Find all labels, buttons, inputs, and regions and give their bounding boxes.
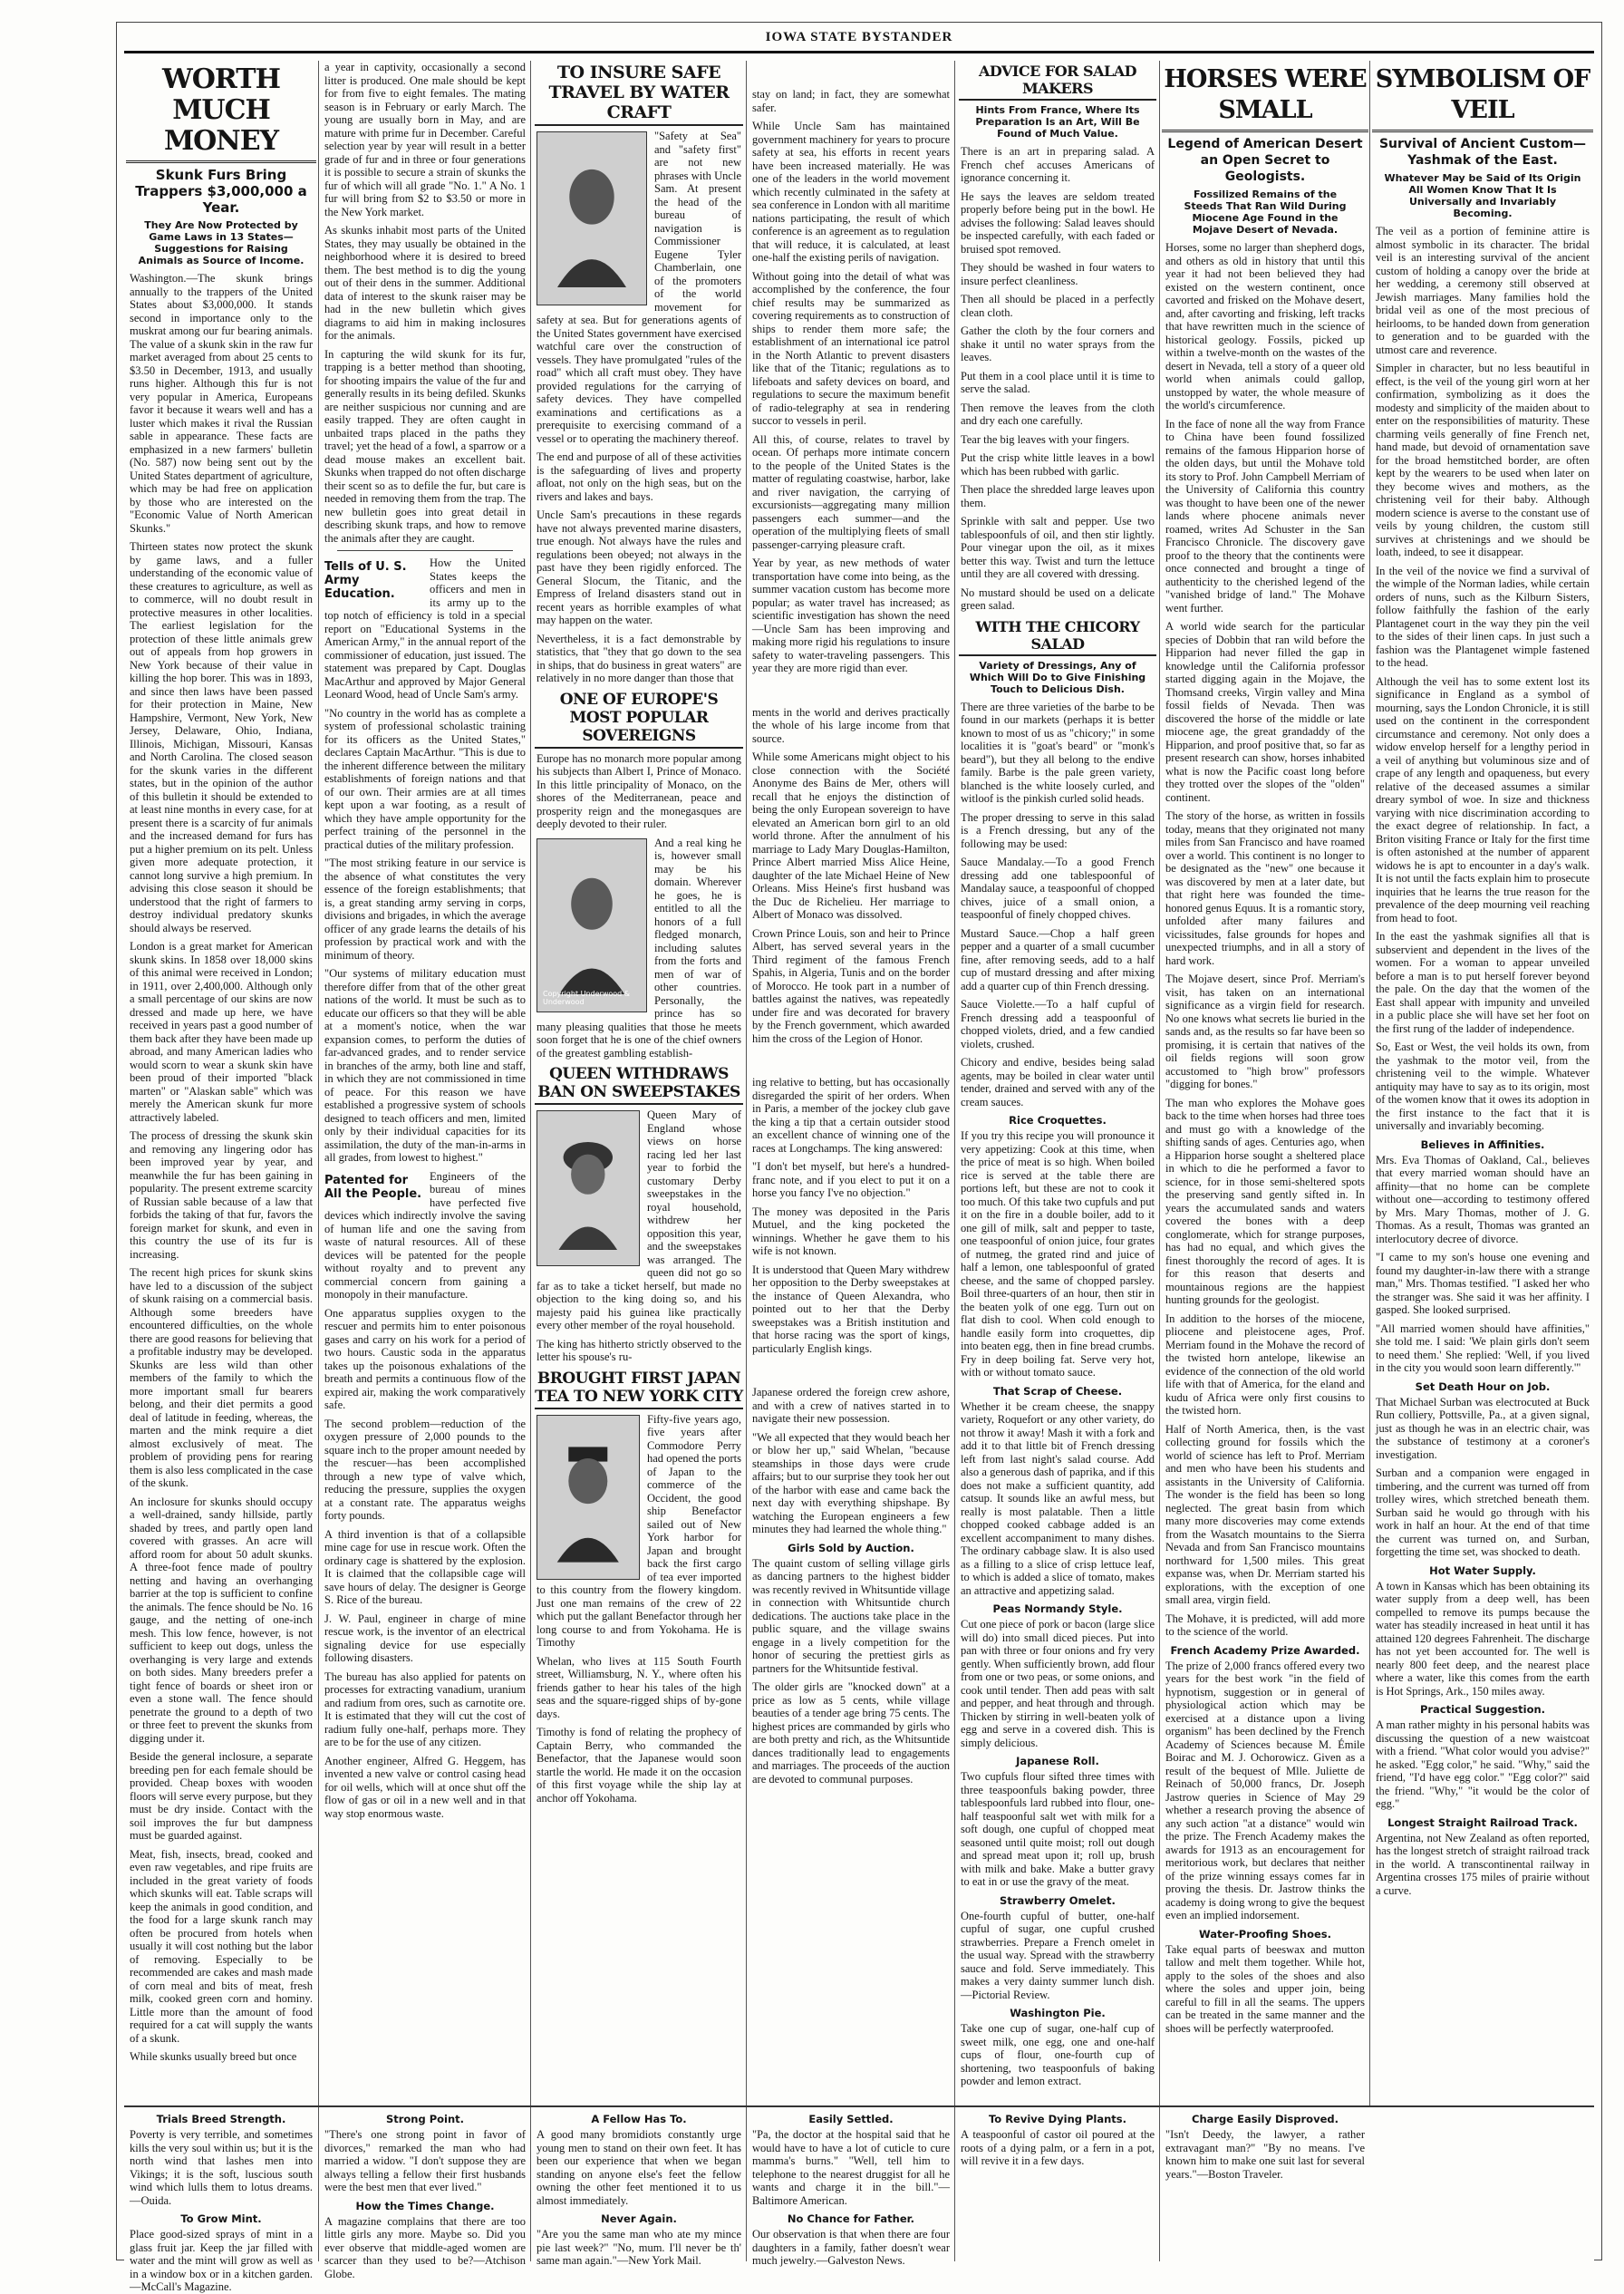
filler-col-3 [530,2107,747,2267]
filler-paragraph: A good many bromidiots constantly urge young men to stand on their own feet. It has been our experience that when we began standing on anyone else's feet the fellow owning the other feet mentioned it to us almost immediately. [536,2128,741,2207]
headline-railroad-track: Longest Straight Railroad Track. [1387,1815,1578,1829]
article-paragraph: "Our systems of military education must therefore differ from that of the other great nations of the world. It must be such as to educate our officers so that they will be able at a moment's notice, when the war expansion comes, to perform the duties of far-advanced grades, and to render service in branches of the army, both line and staff, in which they are not commissioned in time of peace. For this reason we have established a progressive system of schools designed to teach officers and men, limited only by their individual capacities for its assimilation, the duty of the man-in-arms in all grades, from lowest to highest." [324,967,526,1164]
article-paragraph: One apparatus supplies oxygen to the rescuer and permits him to enter poisonous gases and carry on his work for a period of two hours. Caustic soda in the apparatus takes up the poisonous exhalations of the breath and permits a continuous flow of the expired air, making the work comparatively safe. [324,1306,526,1411]
headline-revive-plants: To Revive Dying Plants. [988,2113,1127,2125]
article-paragraph: Beside the general inclosure, a separate breeding pen for each female should be provided. Cheap boxes with wooden floors will serve every purpose, but they must be dry inside. Contact with the soil improves the fur but dampness must be guarded against. [130,1750,313,1842]
deck-horses: Fossilized Remains of the Steeds That Ran Wild During Miocene Age Found in the Mojave Desert of Nevada. [1184,189,1347,236]
article-paragraph: Europe has no monarch more popular among his subjects than Albert I, Prince of Monaco. In this little principality of Monaco, on the shores of the Mediterranean, peace and prosperity reign and the monegasques are deeply devoted to their ruler. [536,751,741,830]
headline-never-again: Never Again. [601,2212,677,2225]
deck-chicory: Variety of Dressings, Any of Which Will Do to Give Finishing Touch to Delicious Dish. [969,659,1146,695]
headline-chicory-salad: WITH THE CHICORY SALAD [959,618,1156,656]
article-paragraph: The second problem—reduction of the oxygen pressure of 2,000 pounds to the square inch to the proper amount needed by the rescuer—has been accomplished through a new type of valve which, reducing the pressure, supplies the oxygen at a constant rate. The apparatus weighs forty pounds. [324,1417,526,1522]
article-paragraph: While Uncle Sam has maintained government machinery for years to procure safety at sea, his efforts in recent years have been increased materially. He was one of the leaders in the world movement which recently culminated in the safety at sea conference in London with all maritime nations participating, the result of which conference is an agreement as to regulation that will reduce, it is calculated, at least one-half the existing perils of navigation. [752,120,950,264]
article-paragraph: Cut one piece of pork or bacon (large slice will do) into small diced pieces. Put into pan with three or four onions and fry very gently. When sufficiently brown, add flour from one or two peas, or some onions, and cook until tender. Then add peas with salt and pepper, and heat through and through. Thicken by stirring in well-beaten yolk of egg and serve in a covered dish. This is simply delicious. [961,1618,1155,1749]
article-paragraph: ments in the world and derives practically the whole of his large income from that source. [752,705,950,745]
article-paragraph: The story of the horse, as written in fossils today, means that they originated not many miles from San Francisco and have roamed over a world. This continent is no longer to be designated as the "new" one because it was discovered by men at a later date, but that right here was founded the time-honored genus Equus. It is a romantic story, unfolded after many failures and vicissitudes, false grounds for hopes and unexpected triumphs, and in all a story of hard work. [1165,809,1365,967]
article-paragraph: They should be washed in four waters to insure perfect cleanliness. [961,261,1155,287]
article-paragraph: The proper dressing to serve in this salad is a French dressing, but any of the following may be used: [961,810,1155,850]
headline-affinities: Believes in Affinities. [1420,1137,1545,1151]
portrait-timothy-whelan [536,1415,640,1580]
article-paragraph: The Mohave, it is predicted, will add more to the science of the world. [1165,1612,1365,1638]
filler-paragraph: A magazine complains that there are too little girls any more. Maybe so. Did you ever observe that middle-aged women are scarcer than they used to be?—Atchison Globe. [324,2214,526,2280]
headline-queen-sweepstakes: QUEEN WITHDRAWS BAN ON SWEEPSTAKES [535,1065,743,1105]
filler-paragraph: "There's one strong point in favor of divorces," remarked the man who had married a widow. "I don't suppose they are always telling a fellow their first husbands were the best men that ever lived." [324,2128,526,2193]
article-paragraph: Put the crisp white little leaves in a bowl which has been rubbed with garlic. [961,451,1155,478]
article-paragraph: A town in Kansas which has been obtaining its water supply from a deep well, has been compelled to remove its pumps because the water has steadily increased in heat until it has attained 120 degrees Fahrenheit. The discharge has not yet been accounted for. The well is nearly 800 feet deep, and the nearest place where a water, like this comes from the earth is Hot Springs, Ark., 150 miles away. [1376,1579,1590,1698]
article-paragraph: "The most striking feature in our service is the absence of what constitutes the very essence of the foreign establishments; that is, a great standing army serving in corps, divisions and brigades, in which the average officer of any grade learns the details of his profession by practical work and with the minimum of theory. [324,857,526,962]
headline-academy-prize: French Academy Prize Awarded. [1170,1643,1360,1657]
sidehead-army-education: Tells of U. S. Army Education. [324,560,407,601]
article-paragraph: There is an art in preparing salad. A French chef accuses Americans of ignorance concerning it. [961,145,1155,184]
article-paragraph: All this, of course, relates to travel by ocean. Of perhaps more intimate concern to the people of the United States is the matter of regulating coastwise, harbor, lake and river navigation, the carrying of excursionists—aggregating many million passengers each summer—and the operation of the multiplying fleets of small passenger-carrying pleasure craft. [752,432,950,551]
headline-spacer [747,61,955,88]
columns-container [124,61,1594,2293]
article-paragraph: London is a great market for American skunk skins. In 1858 over 18,000 skins of this animal were received in London; in 1911, over 2,400,000. Although only a small percentage of our skins are now dressed and made up here, we have received in years past a good number of them back after they have been made up abroad, and many American ladies who would scorn to wear a skunk skin have been proud of their imported "black marten" or "Alaskan sable" which was merely the American skunk fur more attractively labeled. [130,940,313,1124]
article-paragraph: Tear the big leaves with your fingers. [961,432,1130,446]
headline-japan-tea: BROUGHT FIRST JAPAN TEA TO NEW YORK CITY [535,1370,743,1409]
filler-paragraph: "Are you the same man who ate my mince pie last week?" "No, mum. I'll never be th' same man again."—New York Mail. [536,2228,741,2267]
article-paragraph: That Michael Surban was electrocuted at Buck Run colliery, Pottsville, Pa., at a given signal, just as though he was in an electric chair, was the substance of testimony at a coroner's investigation. [1376,1395,1590,1461]
portrait-prince-monaco [536,838,647,1012]
article-paragraph: Mrs. Eva Thomas of Oakland, Cal., believes that every married woman should have an affinity—that no home can be complete without one—according to testimony offered by Mrs. Mary Thomas, mother of J. G. Thomas. As a result, Thomas was granted an interlocutory decree of divorce. [1376,1153,1590,1245]
article-paragraph: In addition to the horses of the miocene, pliocene and pleistocene ages, Prof. Merriam found in the Mohave the record of the twisted horn antelope, likewise an evidence of the connection of the old world life with that of America, for the eland and kudu of Africa were only first cousins to the twisted horn. [1165,1312,1365,1417]
article-paragraph: The prize of 2,000 francs offered every two years for the best work "in the field of hypnotism, suggestion or in general of physiological action which may be exercised at a distance upon a living organism" has been declined by the French Academy of Sciences because M. Émile Boirac and M. J. Ochorowicz. Given as a result of the bequest of Mlle. Juliette de Reinach of 50,000 francs, Dr. Joseph Jastrow queries in Science of May 29 whether a research proving the absence of any such action "at a distance" would win the prize. The French Academy makes the awards for 1913 as an encouragement for meritorious work, but declares that neither of the prize winning essays comes far in proving the thesis. Dr. Jastrow thinks the academy is doing wrong to give the bequest even an implied indorsement. [1165,1659,1365,1921]
article-paragraph: A world wide search for the particular species of Dobbin that ran wild before the Hipparion had never filled the gap in knowledge until the California professor started digging again in the Mojave, the Thomsand creeks, Virgin valley and Mina fossil fields of Nevada. Then was discovered the horse of the middle or late miocene age, the great grandaddy of the Hipparion, and proof positive that, so far as present research can show, horses inhabited what is now the Pacific coast long before they trotted over the slopes of the "olden" continent. [1165,620,1365,804]
headline-water-proofing: Water-Proofing Shoes. [1198,1927,1331,1941]
headline-easily-settled: Easily Settled. [808,2113,894,2125]
article-paragraph: An inclosure for skunks should occupy a well-drained, sandy hillside, partly shaded by trees, and partly open land covered with grasses. An acre will afford room for about 50 adult skunks. A three-foot fence made of poultry netting and having an overhanging barrier at the top is sufficient to confine the animals. The fence should be No. 16 gauge, and the netting of one-inch mesh. This low fence, however, is not sufficient to keep out dogs, unless the overhanging is very large and extends on both sides. Many breeders prefer a tight fence of boards or sheet iron or even a stone wall. The fence should penetrate the ground to a depth of two or three feet to prevent the skunks from digging under it. [130,1495,313,1745]
article-paragraph: The bureau has also applied for patents on processes for extracting vanadium, uranium and radium from ores, such as carnotite ore. It is estimated that they will cut the cost of radium fully one-half, perhaps more. They are to be for the use of any citizen. [324,1670,526,1748]
photo-credit: Copyright Underwood & Underwood [543,989,631,1006]
portrait-figure-icon [547,1127,629,1250]
headline-popular-sovereigns: ONE OF EUROPE'S MOST POPULAR SOVEREIGNS [535,691,743,749]
article-paragraph: "We all expected that they would beach her or blow her up," said Whelan, "because steamships in those days were crude affairs; but to our surprise they took her out of the harbor with ease and came back the next day with everything shipshape. By watching the European engineers a few minutes they had learned the whole thing." [752,1430,950,1535]
article-paragraph: Whelan, who lives at 115 South Fourth street, Williamsburg, N. Y., where often his friends gather to hear his tales of the high seas and the square-rigged ships of by-gone days. [536,1654,741,1720]
portrait-figure-icon [548,857,635,994]
article-paragraph: Fifty-five years ago, five years after Commodore Perry had opened the ports of Japan to the commerce of the Occident, the good ship Benefactor sailed out of New York harbor for Japan and brought back the first cargo of tea ever imported to this country from the flowery kingdom. Just one man remains of the crew of 22 which put the gallant Benefactor through her long course to and from Yokohama. He is Timothy [536,1412,741,1649]
article-paragraph: Horses, some no larger than shepherd dogs, and others as old in history that until this year it had not been believed they had existed on the western continent, once cavorted and frisked on the Mohave desert, and, after cavorting and frisking, left tracks that have rewritten much in the science of historical geology. Fossils, picked up within a twelve-month on the wastes of the desert in Nevada, tell a story of a queer old world when animals could gallop, unstopped by water, the whole measure of the world's circumference. [1165,241,1365,411]
article-paragraph: Gather the cloth by the four corners and shake it until no water sprays from the leaves. [961,324,1155,363]
headline-strawberry-omelet: Strawberry Omelet. [1000,1893,1116,1907]
masthead: IOWA STATE BYSTANDER [765,30,953,44]
headline-strong-point: Strong Point. [385,2113,465,2125]
article-paragraph: The man who explores the Mohave goes back to the time when horses had three toes and must go with a knowledge of the shifting sands of ages. Centuries ago, when a Hipparion horse sought a sheltered place in which to die he performed a favor to science, for in those semi-sheltered spots the preserving sand gently sifted in. In years the accumulated sands and waters covered the bones with a deep conglomerate, which for strange purposes, has had no equal, and which gives the finest thoroughly the record of ages. It is for this reason that deserts and mountainous regions are the happiest hunting grounds for the geologist. [1165,1096,1365,1306]
filler-paragraph: Our observation is that when there are four daughters in a family, father doesn't wear much jewelry.—Galveston News. [752,2228,950,2267]
article-paragraph: Queen Mary of England whose views on horse racing led her last year to forbid the customary Derby sweepstakes in the royal household, withdrew her opposition this year, and the sweepstakes was arranged. The queen did not go so far as to take a ticket herself, but made no objection to the king doing so, and his majesty paid his guinea like practically every other member of the royal household. [536,1108,741,1331]
article-paragraph: Although the veil has to some extent lost its significance in England as a symbol of mourning, says the London Chronicle, it is still used on the continent in the correspondent circumstance and ceremony. Not only does a widow envelop herself for a lengthy period in a veil of anything but voluminous size and of crape of any length and opaqueness, but every relative of the deceased assumes a similar dreary symbol of woe. In size and thickness varying with nice discrimination according to the exact degree of relationship. In fact, a Briton visiting France or Italy for the first time is often astonished at the number of apparent widows he is apt to encounter in a day's walk. It is not until the facts explain him to prosecute inquiries that he learns the true reason for the prevalence of the deep mourning veil reaching from head to foot. [1376,674,1590,924]
article-paragraph: How the United States keeps the officers and men in its army up to the top notch of efficiency is told in a special report on "Educational Systems in the American Army," in the annual report of the commissioner of education, just issued. The statement was prepared by Capt. Douglas MacArthur and approved by Major General Leonard Wood, head of Uncle Sam's army. [324,557,526,701]
headline-charge-disproved: Charge Easily Disproved. [1192,2113,1339,2125]
headline-spacer [747,681,955,706]
article-paragraph: ing relative to betting, but has occasionally disregarded the spirit of her orders. When in Paris, a member of the jockey club gave the king a tip that a certain outsider stood an excellent chance of winning one of the races at Longchamps. The king answered: [752,1076,950,1155]
headline-fellow-has-to: A Fellow Has To. [591,2113,687,2125]
article-paragraph: Sauce Violette.—To a half cupful of French dressing add a teaspoonful of chopped violets, dried, and a few candied violets, crushed. [961,998,1155,1050]
headline-horses-small: HORSES WERE SMALL [1162,64,1368,132]
article-paragraph: As skunks inhabit most parts of the United States, they may usually be obtained in the neighborhood where it is desired to breed them. The best method is to dig the young out of their dens in the summer. Additional data of interest to the skunk raiser may be had in the new bulletin which gives diagrams to aid him in making inclosures for the animals. [324,224,526,342]
article-paragraph: The Mojave desert, since Prof. Merriam's visit, has taken on an international significance as a virgin field for research. No one knows what secrets lie buried in the sands and, as the results so far have been so promising, it is certain that natives of the oil fields regions will soon grow accustomed to "high brow" professors "digging for bones." [1165,973,1365,1090]
headline-worth-much-money: WORTH MUCH MONEY [126,64,316,163]
sidehead-patented: Patented for All the People. [324,1173,422,1201]
article-paragraph: Take one cup of sugar, one-half cup of sweet milk, one egg, one and one-half cups of flour, one-fourth cup of shortening, two teaspoonfuls of baking powder and lemon extract. [961,2022,1155,2087]
article-paragraph: No mustard should be used on a delicate green salad. [961,586,1155,612]
article-paragraph: So, East or West, the veil holds its own, from the yashmak to the motor veil, from the christening veil to the wimple. Whatever antiquity may have to say as to its origin, most of the women know that it owes its adoption in the first instance to the fact that it is universally and invariably becoming. [1376,1041,1590,1132]
article-paragraph: The veil as a portion of feminine attire is almost symbolic in its character. The bridal veil is an interesting survival of the ancient custom of holding a canopy over the bride at her wedding, a ceremony still observed at Jewish marriages. Many families hold the bridal veil as one of the most precious of heirlooms, to be handed down from generation to generation and to be guarded with the utmost care and reverence. [1376,225,1590,356]
filler-col-2 [318,2107,531,2280]
article-paragraph: Engineers of the bureau of mines have perfected five devices which indirectly involve the saving of human life and one the saving from waste of natural resources. All of these devices will be patented for the people without royalty and to prevent any commercial concern from gaining a monopoly in their manufacture. [324,1169,526,1301]
headline-times-change: How the Times Change. [355,2199,495,2212]
article-paragraph: Surban and a companion were engaged in timbering, and the current was turned off from trolley wires, which stretched beneath them. Surban said he would go through with his work in half an hour. At the end of that time the current was turned on, and Surban, forgetting the time set, was shocked to death. [1376,1466,1590,1558]
headline-death-hour: Set Death Hour on Job. [1415,1379,1551,1393]
portrait-queen-mary [536,1110,640,1266]
article-paragraph: Sauce Mandalay.—To a good French dressing add one tablespoonful of Mandalay sauce, a teaspoonful of chopped chives, juice of a small onion, a teaspoonful of finely chopped chives. [961,856,1155,921]
article-paragraph: "Safety at Sea" and "safety first" are not new phrases with Uncle Sam. At present the head of the bureau of navigation is Commissioner Eugene Tyler Chamberlain, one of the promoters of the world movement for safety at sea. But for generations agents of the United States government have exercised watchful care over the construction of vessels. They have promulgated "rules of the road" which all craft must obey. They have provided regulations for the carrying of safety devices. They have compelled examinations and certifications as a prerequisite to exercising command of a vessel or to operating the machinery thereof. [536,130,741,445]
article-paragraph: While some Americans might object to his close connection with the Société Anonyme des Bains de Mer, others will recall that he enjoys the distinction of being the only European sovereign to have elevated an American born girl to an old world throne. After the annulment of his marriage to Lady Mary Douglas-Hamilton, Prince Albert married Miss Alice Heine, daughter of the late Michael Heine of New Orleans. Miss Heine's first husband was the Duc de Richelieu. Her marriage to Albert of Monaco was dissolved. [752,750,950,921]
article-paragraph: In the veil of the novice we find a survival of the wimple of the Norman ladies, while certain orders of nuns, such as the Kilburn Sisters, follow faithfully the fashion of the early Plantagenet court in the way they pin the veil to the sides of their linen caps. In just such a fashion was the Plantagenet wimple fastened to the head. [1376,564,1590,669]
article-paragraph: The quaint custom of selling village girls as dancing partners to the highest bidder was recently revived in Whitsuntide village in connection with Whitsuntide church dedications. The auctions take place in the public square, and the village swains engage in a lively competition for the honor of securing the prettiest girls as partners for the Whitsuntide festival. [752,1556,950,1675]
article-paragraph: Take equal parts of beeswax and mutton tallow and melt them together. While hot, apply to the soles of the shoes and also where the soles and upper join, being careful to fill in all the seams. The uppers can be treated in the same manner and the shoes will be perfectly waterproofed. [1165,1942,1365,2035]
article-paragraph: Put them in a cool place until it is time to serve the salad. [961,369,1155,395]
article-paragraph: a year in captivity, occasionally a second litter is produced. One male should be kept for from five to eight females. The mating season is in February or early March. The young are usually born in May, and are mature with prime fur in December. Careful selection year by year will result in a better grade of fur and in three or four generations it is possible to secure a strain of skunks the fur of which will all grade "No. 1." A No. 1 fur will bring from $2 to $3.50 or more in the New York market. [324,61,526,218]
article-paragraph: Whether it be cream cheese, the snappy variety, Roquefort or any other variety, do not throw it away! Mash it with a fork and add it to that little bit of French dressing left from last night's salad course. Add also a generous dash of paprika, and if this does not make a sufficient quantity, add catsup. It sounds like an awful mess, but really is most palatable. Then a little chopped cooked cabbage added is an excellent accompaniment to many dishes. The ordinary cabbage slaw. It is also used as a filling to a slice of crisp lettuce leaf, to which is added a slice of tomato, makes an attractive and appetizing salad. [961,1399,1155,1597]
article-paragraph: In the face of none all the way from France to China have been found fossilized remains of the famous Hipparion horse of the olden days, but until the Mohave told its story to Prof. John Campbell Merriam of the University of California this country was thought to have been one of the newer lands where phocene animals never roamed, writes Ad Schuster in the San Francisco Chronicle. The discovery gave proof to the theory that the continents were once connected and brought a tinge of authenticity to the cherished legend of the "vanished bridge of land." The Mohave went further. [1165,417,1365,615]
headline-peas-normandy: Peas Normandy Style. [992,1602,1123,1615]
deck-skunk: They Are Now Protected by Game Laws in 13 States—Suggestions for Raising Animals as Source of Income. [138,219,304,266]
subhead-horses: Legend of American Desert an Open Secret to Geologists. [1167,137,1363,184]
portrait-figure-icon [547,1432,629,1563]
article-paragraph: Washington.—The skunk brings annually to the trappers of the United States about $3,000,000. It stands second in importance only to the muskrat among our fur bearing animals. The value of a skunk skin in the raw fur market averaged from about 25 cents to $3.50 in December, 1913, and usually runs higher. Although this fur is not very popular in America, Europeans favor it because it wears well and has a luster which makes it rival the Russian sable in appearance. These facts are emphasized in a new farmers' bulletin (No. 587) now being sent out by the United States department of agriculture, which may be had free on application by those who are interested on the "Economic Value of North American Skunks." [130,272,313,535]
article-paragraph: Two cupfuls flour sifted three times with three teaspoonfuls baking powder, three tablespoonfuls lard rubbed into flour, one-half teaspoonful salt wet with milk for a soft dough, one cupful of chopped meat seasoned until quite moist; roll out dough and spread meat upon it; roll up, brush with milk and bake. Make a butter gravy to eat in or use the gravy of the meat. [961,1770,1155,1888]
article-paragraph: Simpler in character, but no less beautiful in effect, is the veil of the young girl worn at her confirmation, symbolizing as it does the modesty and simplicity of the maiden about to enter on the responsibilities of maturity. These charming veils generally of fine French net, hand made, but devoid of ornamentation save for the broad hemstitched border, are often kept by the wearers to be used when later on they become wives and mothers, as the christening veil for their baby. Although modern science is averse to the constant use of veils by young children, the custom still survives at christenings and we should be loath, indeed, to see it disappear. [1376,362,1590,558]
portrait-chamberlain [536,131,647,305]
filler-col-1 [124,2107,318,2293]
article-paragraph: It is understood that Queen Mary withdrew her opposition to the Derby sweepstakes at the instance of Queen Alexandra, who pointed out to her that the Derby sweepstakes was a British institution and that horse racing was the sport of kings, particularly English kings. [752,1263,950,1355]
masthead-rule [124,51,1594,53]
headline-spacer [747,1360,955,1386]
filler-paragraph: Poverty is very terrible, and sometimes kills the very soul within us; but it is the north wind that lashes men into Vikings; it is the soft, luscious south wind which lulls them to lotus dreams.—Ouida. [130,2128,313,2207]
article-paragraph: While skunks usually breed but once [130,2050,297,2063]
subhead-skunk-furs: Skunk Furs Bring Trappers $3,000,000 a Year. [135,167,307,216]
headline-girls-auction: Girls Sold by Auction. [788,1541,914,1554]
portrait-figure-icon [548,150,635,287]
article-paragraph: Thirteen states now protect the skunk by game laws, and a fuller understanding of the economic value of these creatures to agriculture, as well as to commerce, will no doubt result in protective measures in other localities. The earliest legislation for the protection of these little animals grew out of appeals from hop growers in New York because of their value in killing the hop borer. This was in 1893, and since then laws have been passed for their protection in Maine, New Hampshire, Vermont, New York, New Jersey, Delaware, Ohio, Indiana, Illinois, Michigan, Missouri, Kansas and North Carolina. The closed season for the skunk varies in the different states, but in the opinion of the author of this bulletin it should be extended to at least nine months in every case, for at present there is a scarcity of fur animals and the increased demand for furs has put a higher premium on its pelt. Unless given more adequate protection, it cannot long survive a high premium. In advising this close season it should be understood that the right of farmers to destroy individual predatory skunks should always be reserved. [130,540,313,934]
column-5 [954,61,1160,2252]
article-paragraph: One-fourth cupful of butter, one-half cupful of sugar, one cupful crushed strawberries. Prepare a French omelet in the usual way. Spread with the strawberry sauce and fold. Serve immediately. This makes a very dainty summer lunch dish.—Pictorial Review. [961,1909,1155,2001]
headline-washington-pie: Washington Pie. [1010,2007,1106,2019]
article-paragraph: Chicory and endive, besides being salad agents, may be boiled in clear water until tender, drained and served with any of the cream sauces. [961,1056,1155,1108]
article-paragraph: "No country in the world has as complete a system of professional scholastic training for its officers as the United States," declares Captain MacArthur. "This is due to the inherent difference between the military establishments of foreign nations and that of our own. Their armies are at all times kept upon a war footing, as a result of which they have ample opportunity for the perfect training of the personnel in the practical duties of the military profession. [324,706,526,851]
filler-col-5 [954,2107,1160,2261]
article-paragraph: "All married women should have affinities," she told me. I said: 'We plain girls don't seem to need them.' She replied: 'Well, if you lived in the city you would soon learn differently.'" [1376,1321,1590,1374]
deck-salad: Hints From France, Where Its Preparation Is an Art, Will Be Found of Much Value. [975,104,1140,140]
article-paragraph: He says the leaves are seldom treated properly before being put in the bowl. He advises the following: Salad leaves should be inspected carefully, with each faded or bruised spot removed. [961,189,1155,256]
filler-col-6 [1159,2107,1370,2261]
column-1 [124,61,318,2252]
column-3 [530,61,747,2252]
article-paragraph: "I don't bet myself, but here's a hundred-franc note, and if you elect to put it on a horse you fancy I've no objection." [752,1160,950,1199]
article-paragraph: In capturing the wild skunk for its fur, trapping is a better method than shooting, for shooting impairs the value of the fur and generally results in its being defiled. Skunks are neither suspicious nor cunning and are easily trapped. They are often caught in unbaited traps placed in the paths they travel; yet the head of a fowl, a sparrow or a dead mouse makes an excellent bait. Skunks when trapped do not often discharge their scent so as to defile the fur, but care is needed in removing them from the trap. The new bulletin goes into great detail in describing skunk traps, and how to remove the animals after they are caught. [324,347,526,545]
divider [337,550,513,551]
headline-symbolism-veil: SYMBOLISM OF VEIL [1372,64,1593,132]
article-paragraph: Meat, fish, insects, bread, cooked and even raw vegetables, and ripe fruits are included in the great variety of foods which skunks will eat. Table scraps will keep the animals in good condition, and the food for a large skunk ranch may often be procured from hotels when usually it will cost nothing but the labor of removing. Especially to be recommended are cakes and mash made of corn meal and bits of meat, fresh milk, cooked green corn and hominy. Little more than the amount of food required for a cat will supply the wants of a skunk. [130,1847,313,2045]
filler-paragraph: A teaspoonful of castor oil poured at the roots of a dying palm, or a fern in a pot, will revive it in a few days. [961,2128,1155,2167]
deck-veil: Whatever May be Said of Its Origin All Women Know That It Is Universally and Invariably Becoming. [1384,172,1581,219]
article-paragraph: The king has hitherto strictly observed to the letter his spouse's ru- [536,1337,741,1363]
article-paragraph: Timothy is fond of relating the prophecy of Captain Berry, who commanded the Benefactor, that the Japanese would soon startle the world. He made it on the occasion of this first voyage while the ship lay at anchor off Yokohama. [536,1726,741,1805]
article-paragraph: Nevertheless, it is a fact demonstrable by statistics, that "they that go down to the sea in ships, that do business in great waters" are relatively in no more danger than those that [536,632,741,684]
headline-salad-makers: ADVICE FOR SALAD MAKERS [959,63,1156,101]
article-paragraph: If you try this recipe you will pronounce it very appetizing: Cook at this time, when the price of meat is so high. When boiled rice is served at the table there are portions left, but these are not to cook it too much. Of this take two cupfuls and put it on the fire in a double boiler, add to it one gill of milk, salt and pepper to taste, one teaspoonful of onion juice, four grates of nutmeg, the grated rind and juice of half a lemon, one tablespoonful of grated cheese, and the same of chopped parsley. Boil three-quarters of an hour, then stir in the beaten yolk of one egg. Turn out on flat dish to cool. When cold enough to handle easily form into croquettes, dip into beaten egg, then in fine bread crumbs. Fry in deep boiling fat. Serve very hot, with or without tomato sauce. [961,1129,1155,1379]
headline-trials: Trials Breed Strength. [156,2113,286,2125]
article-paragraph: "I came to my son's house one evening and found my daughter-in-law there with a strange man," Mrs. Thomas testified. "I asked her who the stranger was. She said it was her affinity. I gasped. She looked surprised. [1376,1251,1590,1316]
article-paragraph: Argentina, not New Zealand as often reported, has the longest stretch of straight railroad track in the world. A transcontinental railway in Argentina crosses 175 miles of prairie without a curve. [1376,1831,1590,1897]
article-paragraph: Without going into the detail of what was accomplished by the conference, the four chief results may be summarized as covering requirements as to construction of ships to render them more safe; the establishment of an international ice patrol in the North Atlantic to prevent disasters like that of the Titanic; regulations as to lifeboats and safety devices on board, and regulations to secure the maximum benefit of radio-telegraphy at sea in rendering succor to vessels in peril. [752,269,950,427]
article-paragraph: Then place the shredded large leaves upon them. [961,483,1155,509]
article-paragraph: Mustard Sauce.—Chop a half green pepper and a quarter of a small cucumber fine, after removing seeds, add to a half cup of mustard dressing and after mixing add a quarter cup of thin French dressing. [961,926,1155,992]
article-paragraph: A man rather mighty in his personal habits was discussing the question of a new waistcoat with a friend. "What color would you advise?" he asked. "Egg color," he said. "Why," said the friend, "I'd have egg color." "Egg color?" said the friend. "Why," "it would be the color of egg." [1376,1718,1590,1810]
article-paragraph: J. W. Paul, engineer in charge of mine rescue work, is the inventor of an electrical signaling device for use especially following disasters. [324,1612,526,1664]
article-paragraph: Uncle Sam's precautions in these regards have not always prevented marine disasters, true enough. Not always have the rules and regulations been obeyed; not always in the past have they been rigidly enforced. The General Slocum, the Titanic, and the Empress of Ireland disasters stand out in recent years as horrible examples of what may happen on the water. [536,508,741,626]
headline-safe-travel: TO INSURE SAFE TRAVEL BY WATER CRAFT [535,63,743,126]
article-paragraph: Japanese ordered the foreign crew ashore, and with a crew of natives started in to navigate their new possession. [752,1386,950,1425]
article-paragraph: Crown Prince Louis, son and heir to Prince Albert, has served several years in the Third regiment of the famous French Spahis, in Algeria, Tunis and on the border of Morocco. He took part in a number of battles against the natives, was repeatedly under fire and was decorated for bravery by the French government, which awarded him the cross of the Legion of Honor. [752,926,950,1045]
newspaper-page [116,22,1602,2293]
article-paragraph: stay on land; in fact, they are somewhat safer. [752,88,950,114]
article-paragraph: Another engineer, Alfred G. Heggem, has invented a new valve or control casing head for oil wells, which will at once shut off the flow of gas or oil in a new well and in that way stop enormous waste. [324,1754,526,1820]
article-paragraph: Then remove the leaves from the cloth and dry each one carefully. [961,401,1155,427]
filler-col-4 [746,2107,955,2267]
article-paragraph: And a real king he is, however small may be his domain. Wherever he goes, he is entitled to all the honors of a full fledged monarch, including salutes from the forts and men of war of other countries. Personally, the prince has so many pleasing qualities that those he meets soon forget that he is one of the chief owners of the greatest gambling establish- [536,836,741,1060]
subhead-veil: Survival of Ancient Custom—Yashmak of the East. [1378,137,1587,168]
article-paragraph: The money was deposited in the Paris Mutuel, and the king pocketed the winnings. Whether he gave them to his wife is not known. [752,1205,950,1257]
column-6 [1159,61,1370,2252]
headline-japanese-roll: Japanese Roll. [1016,1755,1099,1767]
article-paragraph: The end and purpose of all of these activities is the safeguarding of lives and property afloat, not only on the high seas, but on the rivers and lakes and bays. [536,450,741,503]
article-paragraph: Year by year, as new methods of water transportation have come into being, as the summer vacation custom has become more popular; as water travel has increased; as scientific investigation has shown the need—Uncle Sam has been improving and making more rigid his regulations to insure safety to water-traveling passengers. This year they are more rigid than ever. [752,557,950,674]
article-paragraph: A third invention is that of a collapsible mine cage for use in rescue work. Often the ordinary cage is shattered by the explosion. It is claimed that the collapsible cage will save hours of delay. The designer is George S. Rice of the bureau. [324,1527,526,1606]
article-paragraph: The recent high prices for skunk skins have led to a discussion of the subject of skunk raising on a commercial basis. Although some breeders have encountered difficulties, on the whole there are good reasons for believing that a profitable industry may be developed. Skunks are less wild than other members of the family to which the more important small fur bearers belong, and their diet permits a good deal of latitude in feeding, whereas, the marten and the mink require a diet almost exclusively of meat. The problem of providing pens for rearing them is also less complicated in the case of the skunk. [130,1266,313,1489]
headline-grow-mint: To Grow Mint. [180,2212,262,2225]
filler-paragraph: "Pa, the doctor at the hospital said that he would have to have a lot of cuticle to cure mamma's burns." "Well, tell him to telephone to the nearest druggist for all he wants and charge it in the bill."—Baltimore American. [752,2128,950,2207]
headline-spacer [747,1050,955,1076]
article-paragraph: In the east the yashmak signifies all that is subservient and dependent in the lives of the women. For a woman to appear unveiled before a man is to put herself forever beyond the pale. On the day that the women of the East shall appear with impunity and unveiled in a public place she will have set her foot on the first rung of the ladder of independence. [1376,930,1590,1035]
headline-scrap-cheese: That Scrap of Cheese. [992,1384,1123,1398]
filler-paragraph: Place good-sized sprays of mint in a glass fruit jar. Keep the jar filled with water and the mint will grow as well as in a window box or in a kitchen garden.—McCall's Magazine. [130,2228,313,2293]
article-paragraph: There are three varieties of the barbe to be found in our markets (perhaps it is better known to most of us as "chicory;" in some localities it is "goat's beard" or "monk's beard"), but they all belong to the endive family. Barbe is the pale green variety, blanched is the white loosely curled, and witloof is the pinkish curled solid heads. [961,700,1155,805]
article-paragraph: Sprinkle with salt and pepper. Use two tablespoonfuls of oil, and then stir lightly. Pour vinegar upon the oil, as it mixes better this way. Twist and turn the lettuce until they are all covered with dressing. [961,515,1155,580]
bottom-fillers [124,2105,1594,2293]
article-paragraph: Then all should be placed in a perfectly clean cloth. [961,293,1155,319]
article-paragraph: The process of dressing the skunk skin and removing any lingering odor has been improved year by year, and meanwhile the fur has been gaining in popularity. The present extreme scarcity of Russian sable because of a law that forbids the taking of that fur, favors the foreign market for skunk, and even in this country the use of its fur is increasing. [130,1129,313,1261]
column-4 [746,61,955,2252]
headline-hot-water: Hot Water Supply. [1429,1563,1536,1577]
column-2 [318,61,531,2252]
headline-rice-croquettes: Rice Croquettes. [1009,1114,1107,1127]
article-paragraph: Half of North America, then, is the vast collecting ground for fossils which the world of science has left to Prof. Merriam and men who have been his students and assistants in the University of California. The wonder is the field has been so long neglected. The great basin from which many more discoveries may come extends from the Wasatch mountains to the Sierra Nevada and from San Francisco mountains northward for 1,500 miles. This great expanse was, when Dr. Merriam started his explorations, with the exception of one small area, virgin field. [1165,1422,1365,1606]
filler-paragraph: "Isn't Deedy, the lawyer, a rather extravagant man?" "By no means. I've known him to make one suit last for several years."—Boston Traveler. [1165,2128,1365,2181]
article-paragraph: The older girls are "knocked down" at a price as low as 5 cents, while village beauties of a tender age bring 75 cents. The highest prices are commanded by girls who are both pretty and rich, as the Whitsuntide dances traditionally lead to engagements and marriages. The proceeds of the auction are devoted to communal purposes. [752,1680,950,1786]
column-7 [1369,61,1595,2252]
headline-practical-suggestion: Practical Suggestion. [1419,1703,1546,1716]
headline-no-chance-father: No Chance for Father. [787,2212,915,2225]
